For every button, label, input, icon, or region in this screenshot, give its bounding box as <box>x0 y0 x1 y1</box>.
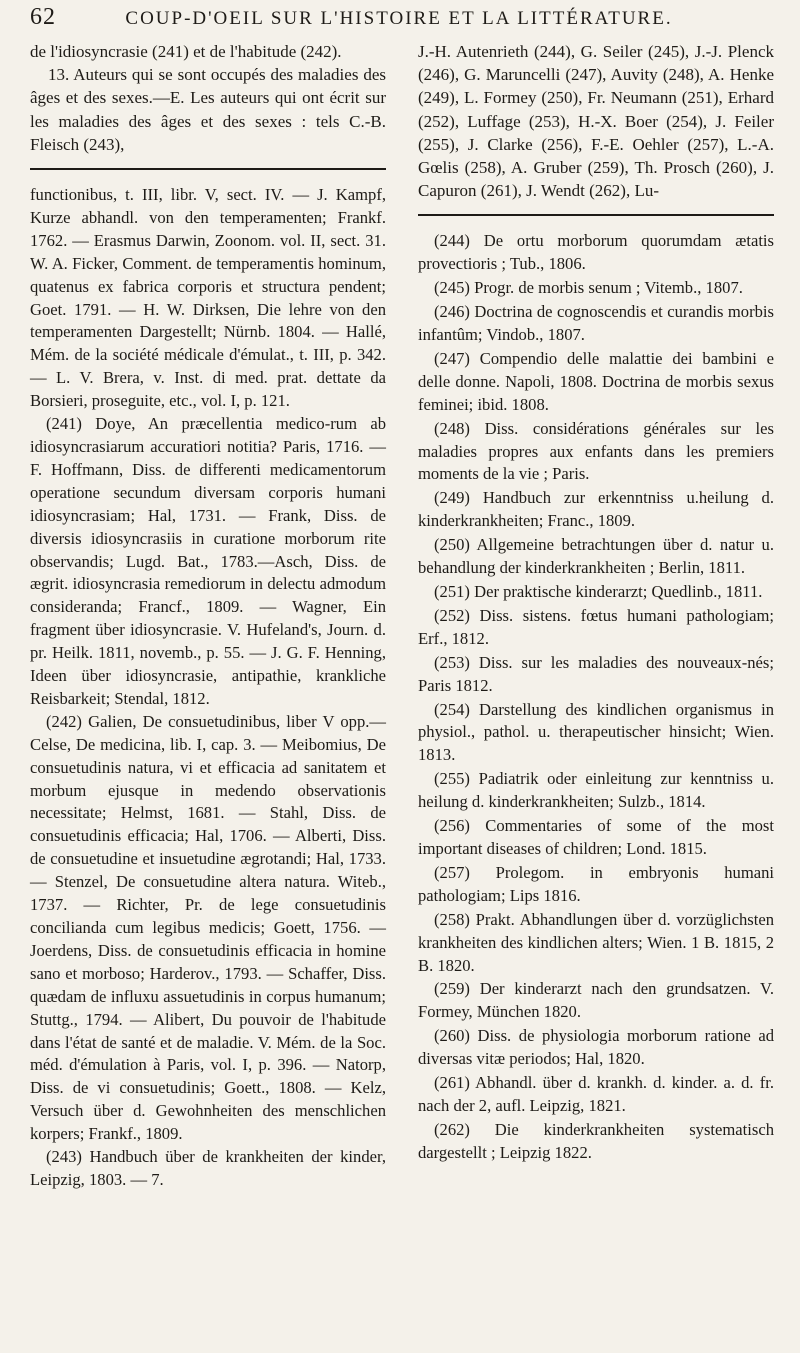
running-head: COUP-D'OEIL SUR L'HISTOIRE ET LA LITTÉRATURE. <box>125 8 673 29</box>
footnote: (253) Diss. sur les maladies des nouveaux-nés; Paris 1812. <box>418 652 774 695</box>
footnote-rule <box>30 168 386 170</box>
two-column-body <box>30 40 774 1192</box>
footnote: (262) Die kinderkrankheiten systematisch dargestellt ; Leipzig 1822. <box>418 1119 774 1162</box>
footnote: (257) Prolegom. in embryonis humani pathologiam; Lips 1816. <box>418 862 774 905</box>
footnote: (249) Handbuch zur erkenntniss u.heilung d. kinderkrankheiten; Franc., 1809. <box>418 488 774 531</box>
footnote: (244) De ortu morborum quorumdam ætatis provectioris ; Tub., 1806. <box>418 231 774 274</box>
body-paragraph: de l'idiosyncrasie (241) et de l'habitude (242). <box>30 42 342 61</box>
page-number: 62 <box>30 4 56 30</box>
right-column <box>418 40 774 1192</box>
footnote: (241) Doye, An præcellentia medico-rum ab idiosyncrasiarum accuratiori notitia? Paris, 1716. — F. Hoffmann, Diss. de differenti medicamentorum operatione secundum diversam corporis humani idiosyncrasiam; Hal, 1731. — Frank, Diss. de diversis idiosyncrasiis in curatione morborum rite observandis; Lugd. Bat., 1783.—Asch, Diss. de ægrit. idiosyncrasia remediorum in delectu admodum consideranda; Francf., 1809. — Wagner, Ein fragment über idiosyncrasie. V. Hufeland's, Journ. d. pr. Heilk. 1811, novemb., p. 55. — J. G. F. Henning, Ideen über idiosyncrasie, antipathie, krankliche Reisbarkeit; Stendal, 1812. <box>30 414 386 708</box>
footnote: (251) Der praktische kinderarzt; Quedlinb., 1811. <box>434 582 763 602</box>
footnote: functionibus, t. III, libr. V, sect. IV. — J. Kampf, Kurze abhandl. von den temperamenten; Frankf. 1762. — Erasmus Darwin, Zoonom. vol. II, sect. 31. W. A. Ficker, Comment. de temperamentis hominum, quatenus ex fabrica corporis et structura pendent; Goet. 1791. — H. W. Dirksen, Die lehre von den temperamenten Dargestellt; Nürnb. 1804. — Hallé, Mém. de la société médicale d'émulat., t. III, p. 342. — L. V. Brera, v. Inst. di med. prat. dettate da Borsieri, proseguite, etc., vol. I, p. 121. <box>30 185 386 411</box>
footnote: (246) Doctrina de cognoscendis et curandis morbis infantûm; Vindob., 1807. <box>418 302 774 345</box>
footnote: (252) Diss. sistens. fœtus humani pathologiam; Erf., 1812. <box>418 605 774 648</box>
footnotes <box>418 230 774 1164</box>
left-column <box>30 40 386 1192</box>
footnote: (261) Abhandl. über d. krankh. d. kinder. a. d. fr. nach der 2, aufl. Leipzig, 1821. <box>418 1073 774 1115</box>
footnote: (250) Allgemeine betrachtungen über d. natur u. behandlung der kinderkrankheiten ; Berlin, 1811. <box>418 535 774 578</box>
footnote: (255) Padiatrik oder einleitung zur kenntniss u. heilung d. kinderkrankheiten; Sulzb., 1814. <box>418 769 774 812</box>
footnote: (243) Handbuch über de krankheiten der kinder, Leipzig, 1803. — 7. <box>30 1147 386 1189</box>
footnote: (260) Diss. de physiologia morborum ratione ad diversas vitæ periodos; Hal, 1820. <box>418 1026 774 1069</box>
footnote: (259) Der kinderarzt nach den grundsatzen. V. Formey, München 1820. <box>418 979 774 1022</box>
footnote: (254) Darstellung des kindlichen organismus in physiol., pathol. u. therapeutischer hinsicht; Wien. 1813. <box>418 699 774 765</box>
footnote: (245) Progr. de morbis senum ; Vitemb., 1807. <box>434 278 743 298</box>
footnote: (256) Commentaries of some of the most important diseases of children; Lond. 1815. <box>418 816 774 858</box>
footnotes <box>30 184 386 1192</box>
body-paragraph: J.-H. Autenrieth (244), G. Seiler (245), J.-J. Plenck (246), G. Maruncelli (247), Auvity (248), A. Henke (249), L. Formey (250), Fr. Neumann (251), Erhard (252), Luffage (253), H.-X. Boer (254), J. Feiler (255), J. Clarke (256), F.-E. Oehler (257), L.-A. Gœlis (258), A. Gruber (259), Th. Prosch (260), J. Capuron (261), J. Wendt (262), Lu- <box>418 42 774 201</box>
footnote: (248) Diss. considérations générales sur les maladies propres aux enfants dans les premiers moments de la vie ; Paris. <box>418 418 774 484</box>
body-paragraph: 13. Auteurs qui se sont occupés des maladies des âges et des sexes.—E. Les auteurs qui ont écrit sur les maladies des âges et des sexes : tels C.-B. Fleisch (243), <box>30 65 386 154</box>
page-header <box>30 4 774 38</box>
footnote: (247) Compendio delle malattie dei bambini e delle donne. Napoli, 1808. Doctrina de morbis sexus feminei; ibid. 1808. <box>418 348 774 414</box>
footnote-rule <box>418 214 774 216</box>
footnote: (258) Prakt. Abhandlungen über d. vorzüglichsten krankheiten des kindlichen alters; Wien. 1 B. 1815, 2 B. 1820. <box>418 909 774 975</box>
footnote: (242) Galien, De consuetudinibus, liber V opp.— Celse, De medicina, lib. I, cap. 3. — Meibomius, De consuetudinis natura, vi et efficacia ad sanitatem et morbum ejusque in medendo observationis necessitate; Helmst, 1681. — Stahl, Diss. de consuetudinis efficacia; Hal, 1706. — Alberti, Diss. de consuetudine et insuetudine ægrotandi; Hal, 1733. — Stenzel, De consuetudine altera natura. Witeb., 1737. — Richter, Pr. de lege consuetudinis concilianda cum legibus medicis; Goett, 1756. — Joerdens, Diss. de consuetudinis efficacia in homine sano et morboso; Harderov., 1793. — Schaffer, Diss. quædam de influxu assuetudinis in corpus humanum; Stuttg., 1794. — Alibert, Du pouvoir de l'habitude dans l'état de santé et de maladie. V. Mém. de la Soc. méd. d'émulation à Paris, vol. I, p. 396. — Natorp, Diss. de vi consuetudinis; Goett., 1808. — Kelz, Versuch über d. Gewohnheiten des menschlichen korpers; Frankf., 1809. <box>30 711 386 1144</box>
